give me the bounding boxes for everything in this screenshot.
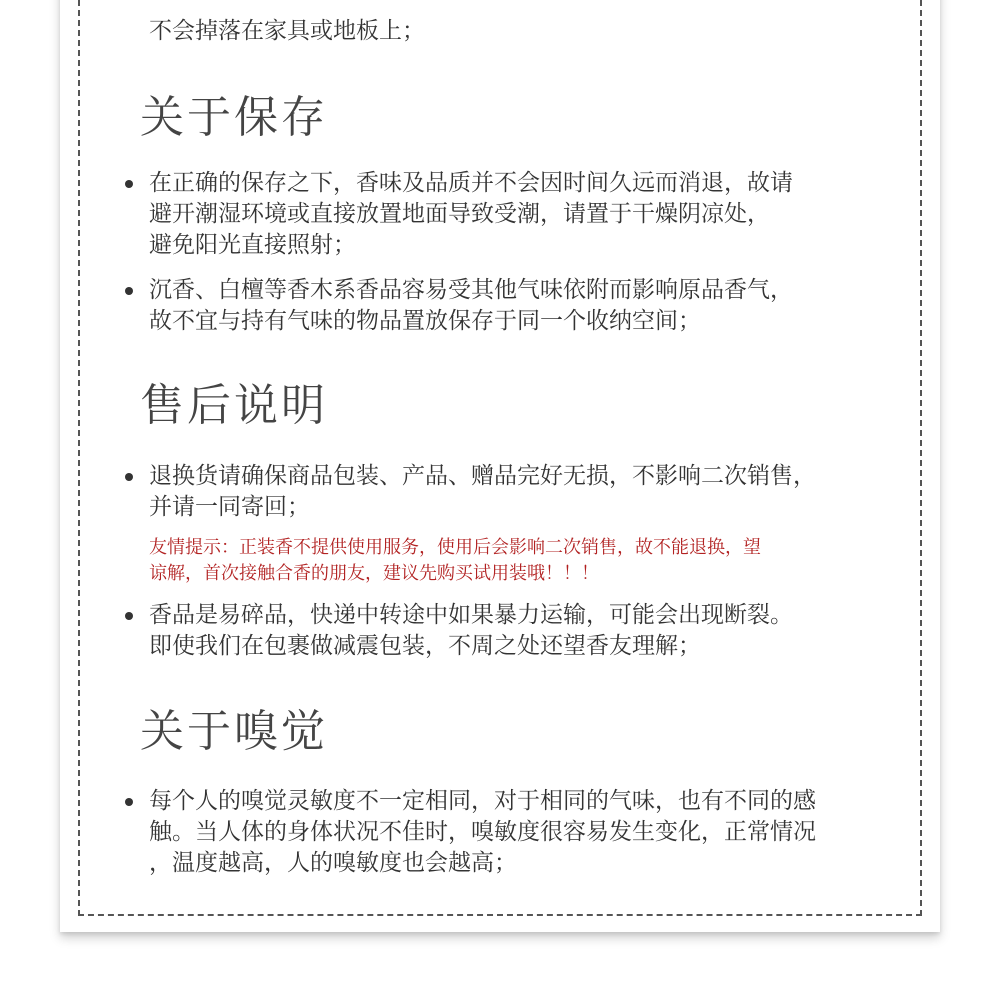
- section-title-storage: 关于保存: [140, 92, 328, 143]
- note-line: 谅解，首次接触合香的朋友，建议先购买试用装哦！！！: [149, 563, 599, 584]
- bullet-line: 每个人的嗅觉灵敏度不一定相同，对于相同的气味，也有不同的感: [149, 788, 816, 814]
- after-sales-bullet-2: [149, 600, 889, 662]
- top-cut-line-2: 不会掉落在家具或地板上；: [149, 18, 425, 44]
- top-cut-off-text: [149, 0, 677, 46]
- bullet-line: ，温度越高，人的嗅敏度也会越高；: [149, 850, 517, 876]
- bullet-line: 香品是易碎品，快递中转途中如果暴力运输，可能会出现断裂。: [149, 602, 793, 628]
- bullet-line: 并请一同寄回；: [149, 494, 310, 520]
- friendly-tip-note: [149, 535, 889, 587]
- section-title-after-sales: 售后说明: [140, 380, 328, 431]
- section-title-smell: 关于嗅觉: [140, 706, 328, 757]
- smell-bullet-1: [149, 786, 889, 879]
- storage-bullet-2: [149, 275, 889, 337]
- bullet-line: 即使我们在包裹做减震包装，不周之处还望香友理解；: [149, 633, 701, 659]
- bullet-line: 在正确的保存之下，香味及品质并不会因时间久远而消退，故请: [149, 170, 793, 196]
- bullet-line: 故不宜与持有气味的物品置放保存于同一个收纳空间；: [149, 308, 701, 334]
- note-line: 友情提示：正装香不提供使用服务，使用后会影响二次销售，故不能退换，望: [149, 537, 761, 558]
- bullet-line: 退换货请确保商品包装、产品、赠品完好无损，不影响二次销售，: [149, 463, 816, 489]
- bullet-line: 避开潮湿环境或直接放置地面导致受潮，请置于干燥阴凉处，: [149, 201, 770, 227]
- bullet-line: 沉香、白檀等香木系香品容易受其他气味依附而影响原品香气，: [149, 277, 793, 303]
- after-sales-bullet-1: [149, 461, 889, 523]
- bullet-line: 触。当人体的身体状况不佳时，嗅敏度很容易发生变化，正常情况: [149, 819, 816, 845]
- storage-bullet-1: [149, 168, 889, 261]
- bullet-line: 避免阳光直接照射；: [149, 232, 356, 258]
